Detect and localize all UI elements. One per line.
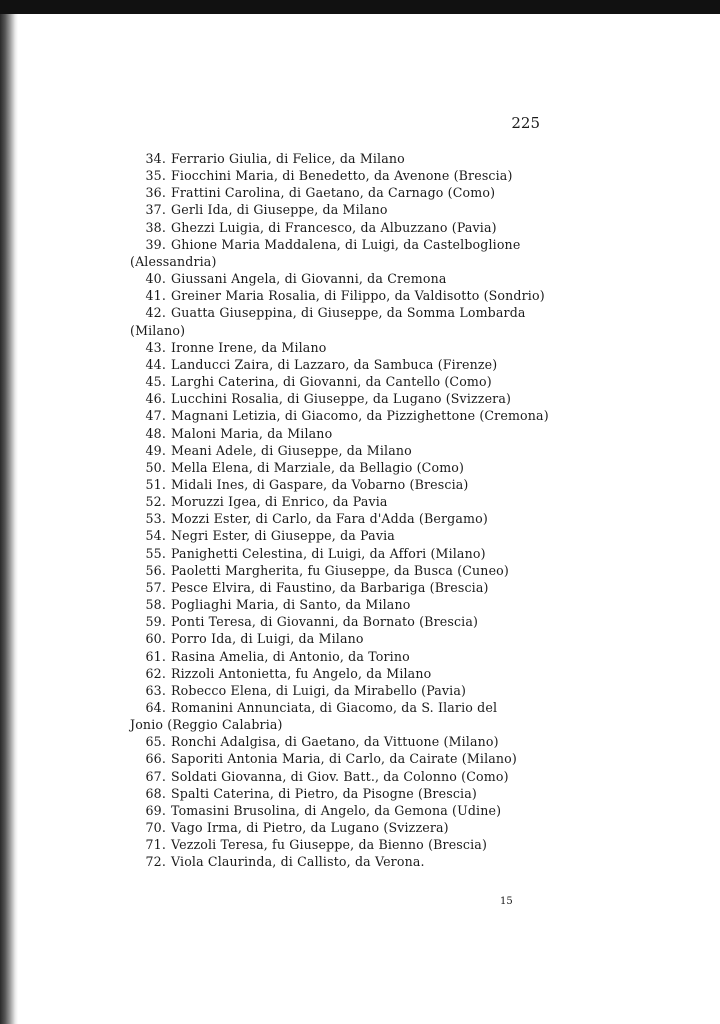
list-entry	[130, 853, 536, 870]
entry-number: 49.	[145, 442, 166, 458]
entry-text: Pesce Elvira, di Faustino, da Barbariga (Brescia)	[171, 579, 489, 595]
entry-text: Rasina Amelia, di Antonio, da Torino	[171, 648, 410, 664]
scan-top-edge	[0, 0, 720, 14]
entry-number: 68.	[145, 785, 166, 801]
list-entry	[130, 545, 536, 562]
entry-text: Magnani Letizia, di Giacomo, da Pizzighettone (Cremona)	[171, 408, 549, 424]
entry-number: 52.	[145, 494, 166, 510]
list-entry	[130, 425, 536, 442]
list-entry	[130, 459, 536, 476]
list-entry	[130, 682, 536, 699]
entry-text: Frattini Carolina, di Gaetano, da Carnago (Como)	[171, 185, 496, 201]
list-entry	[130, 373, 536, 390]
list-entry	[130, 733, 536, 750]
list-entry	[130, 596, 536, 613]
entry-number: 67.	[145, 768, 166, 784]
list-entry	[130, 442, 536, 459]
entry-text: Rizzoli Antonietta, fu Angelo, da Milano	[171, 665, 432, 681]
list-entry	[130, 527, 536, 544]
list-entry	[130, 476, 536, 493]
entry-number: 71.	[145, 837, 166, 853]
entry-text: Paoletti Margherita, fu Giuseppe, da Busca (Cuneo)	[171, 562, 509, 578]
entry-number: 43.	[145, 339, 166, 355]
entry-text: Romanini Annunciata, di Giacomo, da S. Ilario del	[171, 700, 498, 715]
entry-text: Midali Ines, di Gaspare, da Vobarno (Brescia)	[171, 476, 469, 492]
entry-number: 36.	[145, 185, 166, 201]
entry-text: Mozzi Ester, di Carlo, da Fara d'Adda (Bergamo)	[171, 511, 488, 527]
list-entry	[130, 768, 536, 785]
entry-text: Viola Claurinda, di Callisto, da Verona.	[171, 854, 425, 870]
entry-text: Saporiti Antonia Maria, di Carlo, da Cairate (Milano)	[171, 751, 517, 767]
entry-text: Ronchi Adalgisa, di Gaetano, da Vittuone (Milano)	[171, 734, 499, 750]
entry-text: Negri Ester, di Giuseppe, da Pavia	[171, 528, 395, 544]
entry-text: Tomasini Brusolina, di Angelo, da Gemona (Udine)	[171, 802, 502, 818]
entry-text: Vezzoli Teresa, fu Giuseppe, da Bienno (Brescia)	[171, 837, 488, 853]
entry-number: 53.	[145, 511, 166, 527]
list-entry	[130, 785, 536, 802]
list-entry	[130, 390, 536, 407]
entry-number: 66.	[145, 751, 166, 767]
entry-number: 70.	[145, 820, 166, 836]
entry-number: 39.	[145, 236, 166, 252]
list-entry	[130, 836, 536, 853]
entry-text: Soldati Giovanna, di Giov. Batt., da Colonno (Como)	[171, 768, 509, 784]
list-entry	[130, 493, 536, 510]
entry-text: Ironne Irene, da Milano	[171, 339, 327, 355]
entry-text: Pogliaghi Maria, di Santo, da Milano	[171, 597, 411, 613]
entry-text: Gerli Ida, di Giuseppe, da Milano	[171, 202, 388, 218]
entry-number: 48.	[145, 425, 166, 441]
entry-number: 55.	[145, 545, 166, 561]
entry-text: Ponti Teresa, di Giovanni, da Bornato (Brescia)	[171, 614, 479, 630]
page-number: 225	[511, 114, 540, 132]
entry-number: 72.	[145, 854, 166, 870]
list-entry	[130, 356, 536, 373]
entry-text: Ghione Maria Maddalena, di Luigi, da Castelboglione	[171, 236, 521, 252]
entry-text: Fiocchini Maria, di Benedetto, da Avenone (Brescia)	[171, 168, 513, 184]
entry-number: 38.	[145, 219, 166, 235]
entry-number: 47.	[145, 408, 166, 424]
list-entry	[130, 613, 536, 630]
entry-text: Meani Adele, di Giuseppe, da Milano	[171, 442, 412, 458]
list-entry	[130, 201, 536, 218]
entry-number: 42.	[145, 305, 166, 321]
entry-number: 59.	[145, 614, 166, 630]
entry-continuation: (Milano)	[130, 322, 186, 338]
entry-number: 64.	[145, 700, 166, 715]
signature-mark: 15	[500, 896, 513, 907]
entry-text: Giussani Angela, di Giovanni, da Cremona	[171, 271, 447, 287]
list-entry	[130, 802, 536, 819]
entry-number: 63.	[145, 682, 166, 698]
entry-number: 40.	[145, 271, 166, 287]
entry-number: 50.	[145, 459, 166, 475]
list-entry	[130, 184, 536, 201]
entry-number: 35.	[145, 168, 166, 184]
entry-number: 69.	[145, 802, 166, 818]
entry-text: Spalti Caterina, di Pietro, da Pisogne (Brescia)	[171, 785, 477, 801]
list-entry	[130, 407, 549, 424]
entry-number: 65.	[145, 734, 166, 750]
entry-number: 56.	[145, 562, 166, 578]
list-entry	[130, 167, 536, 184]
entry-text: Panighetti Celestina, di Luigi, da Affori (Milano)	[171, 545, 486, 561]
entry-continuation: (Alessandria)	[130, 253, 217, 269]
entry-number: 46.	[145, 391, 166, 407]
entry-text: Ghezzi Luigia, di Francesco, da Albuzzano (Pavia)	[171, 219, 497, 235]
entry-text: Guatta Giuseppina, di Giuseppe, da Somma Lombarda	[171, 305, 526, 321]
scan-binding-edge	[0, 14, 18, 1024]
list-entry	[130, 150, 536, 167]
list-entry	[130, 270, 536, 287]
list-entry	[130, 665, 536, 682]
name-list	[130, 150, 549, 871]
entry-number: 34.	[145, 151, 166, 166]
list-entry	[130, 562, 536, 579]
list-entry	[130, 579, 536, 596]
entry-number: 45.	[145, 374, 166, 390]
entry-text: Greiner Maria Rosalia, di Filippo, da Valdisotto (Sondrio)	[171, 288, 545, 304]
entry-number: 60.	[145, 631, 166, 647]
entry-text: Vago Irma, di Pietro, da Lugano (Svizzera)	[171, 820, 449, 836]
entry-number: 54.	[145, 528, 166, 544]
entry-continuation: Jonio (Reggio Calabria)	[130, 717, 283, 733]
entry-text: Maloni Maria, da Milano	[171, 425, 333, 441]
list-entry	[130, 510, 536, 527]
list-entry	[130, 699, 536, 716]
list-entry	[130, 236, 536, 253]
entry-text: Moruzzi Igea, di Enrico, da Pavia	[171, 494, 388, 510]
list-entry	[130, 819, 536, 836]
list-entry	[130, 287, 545, 304]
entry-text: Ferrario Giulia, di Felice, da Milano	[171, 151, 405, 166]
entry-text: Mella Elena, di Marziale, da Bellagio (Como)	[171, 459, 465, 475]
list-entry	[130, 219, 536, 236]
entry-text: Larghi Caterina, di Giovanni, da Cantello (Como)	[171, 374, 492, 390]
entry-number: 37.	[145, 202, 166, 218]
entry-text: Lucchini Rosalia, di Giuseppe, da Lugano (Svizzera)	[171, 391, 512, 407]
entry-text: Robecco Elena, di Luigi, da Mirabello (Pavia)	[171, 682, 467, 698]
entry-number: 57.	[145, 579, 166, 595]
list-entry	[130, 339, 536, 356]
entry-number: 44.	[145, 356, 166, 372]
list-entry	[130, 304, 536, 321]
entry-number: 41.	[145, 288, 166, 304]
entry-number: 61.	[145, 648, 166, 664]
entry-text: Porro Ida, di Luigi, da Milano	[171, 631, 364, 647]
list-entry	[130, 750, 536, 767]
list-entry	[130, 648, 536, 665]
entry-number: 62.	[145, 665, 166, 681]
entry-number: 51.	[145, 476, 166, 492]
entry-text: Landucci Zaira, di Lazzaro, da Sambuca (Firenze)	[171, 356, 498, 372]
entry-number: 58.	[145, 597, 166, 613]
list-entry	[130, 630, 536, 647]
